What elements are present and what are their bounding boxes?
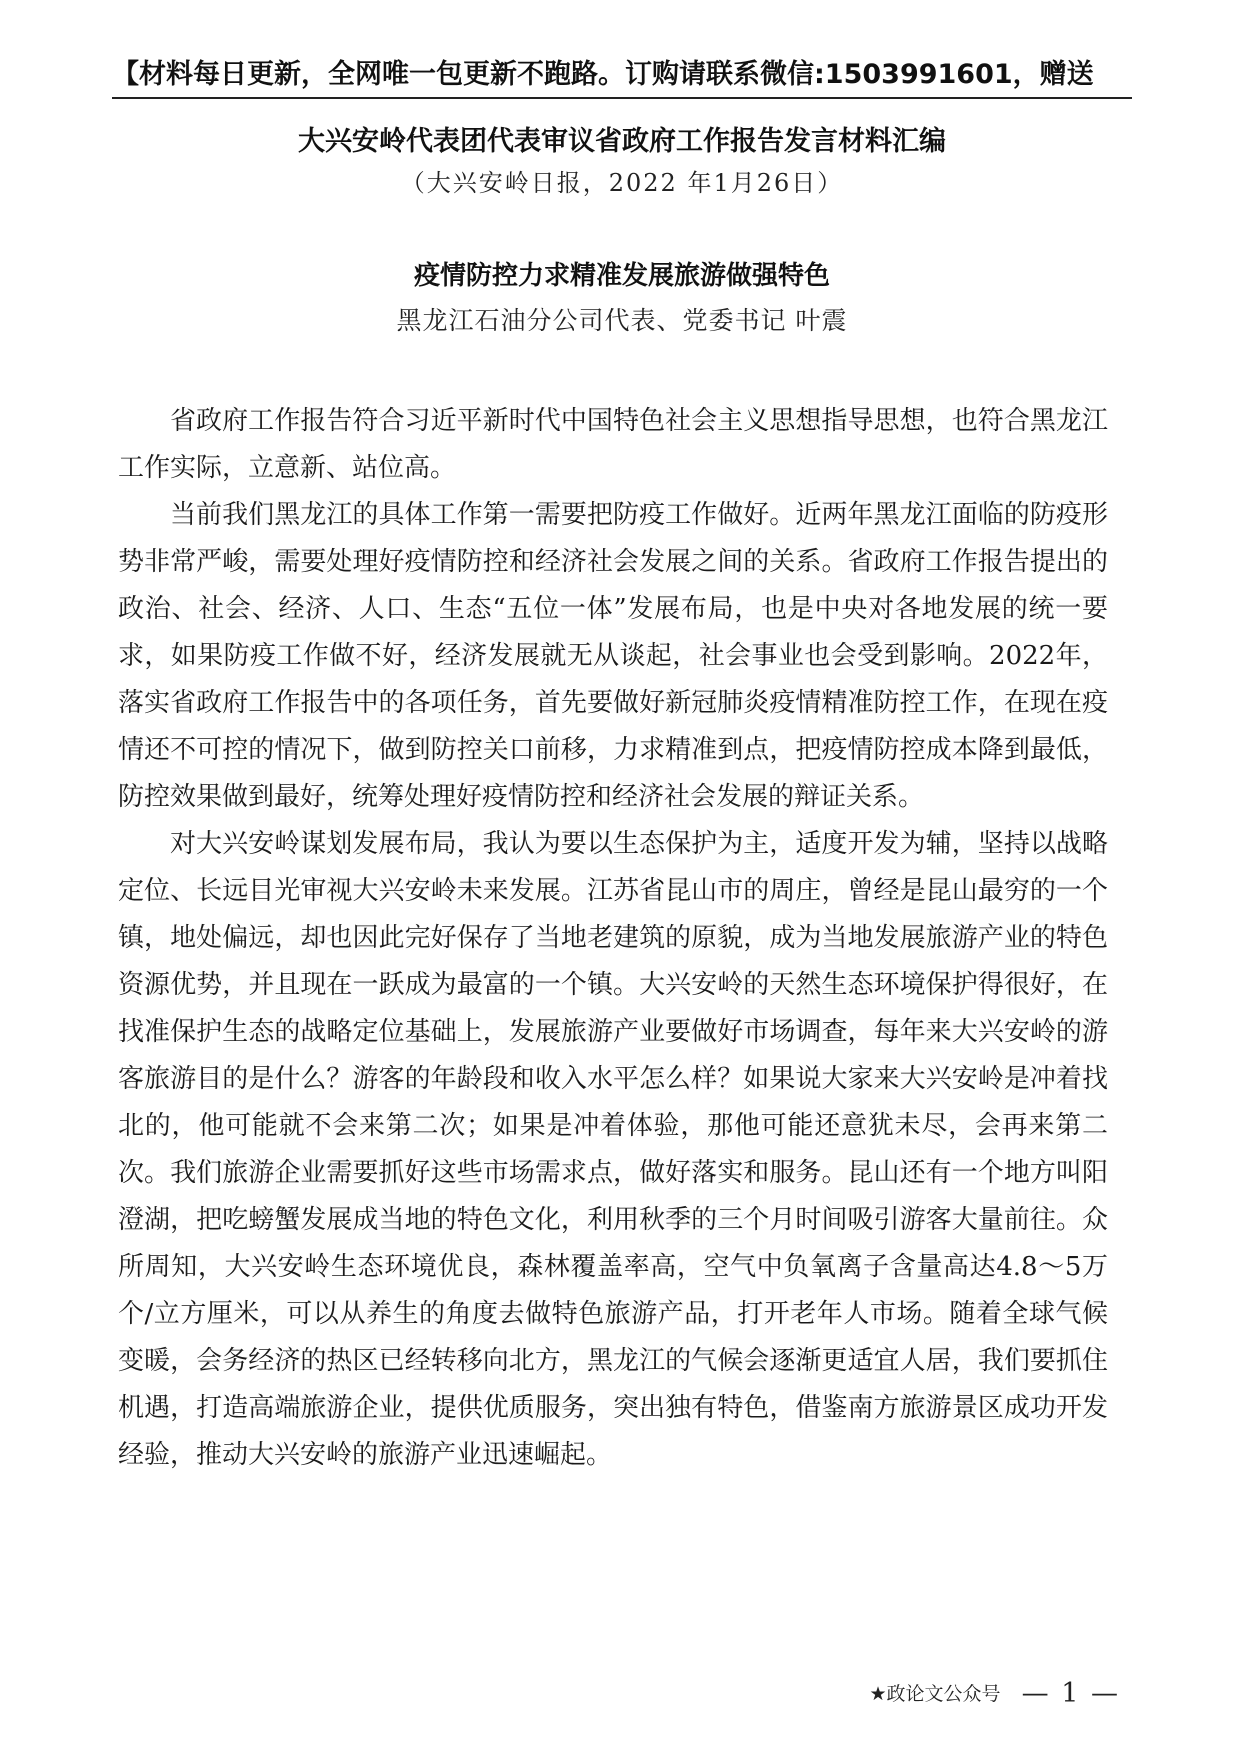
paragraph-2: 当前我们黑龙江的具体工作第一需要把防疫工作做好。近两年黑龙江面临的防疫形势非常严峻，需要处理好疫情防控和经济社会发展之间的关系。省政府工作报告提出的政治、社会、经济、人口、生态“五位一体”发展布局，也是中央对各地发展的统一要求，如果防疫工作做不好，经济发展就无从谈起，社会事业也会受到影响。2022年，落实省政府工作报告中的各项任务，首先要做好新冠肺炎疫情精准防控工作，在现在疫情还不可控的情况下，做到防控关口前移，力求精准到点，把疫情防控成本降到最低，防控效果做到最好，统筹处理好疫情防控和经济社会发展的辩证关系。 [118, 500, 1108, 812]
page-footer [700, 1674, 1120, 1714]
paragraph-3: 对大兴安岭谋划发展布局，我认为要以生态保护为主，适度开发为辅，坚持以战略定位、长远目光审视大兴安岭未来发展。江苏省昆山市的周庄，曾经是昆山最穷的一个镇，地处偏远，却也因此完好保存了当地老建筑的原貌，成为当地发展旅游产业的特色资源优势，并且现在一跃成为最富的一个镇。大兴安岭的天然生态环境保护得很好，在找准保护生态的战略定位基础上，发展旅游产业要做好市场调查，每年来大兴安岭的游客旅游目的是什么？游客的年龄段和收入水平怎么样？如果说大家来大兴安岭是冲着找北的，他可能就不会来第二次；如果是冲着体验，那他可能还意犹未尽，会再来第二次。我们旅游企业需要抓好这些市场需求点，做好落实和服务。昆山还有一个地方叫阳澄湖，把吃螃蟹发展成当地的特色文化，利用秋季的三个月时间吸引游客大量前往。众所周知，大兴安岭生态环境优良，森林覆盖率高，空气中负氧离子含量高达4.8～5万个/立方厘米，可以从养生的角度去做特色旅游产品，打开老年人市场。随着全球气候变暖，会务经济的热区已经转移向北方，黑龙江的气候会逐渐更适宜人居，我们要抓住机遇，打造高端旅游企业，提供优质服务，突出独有特色，借鉴南方旅游景区成功开发经验，推动大兴安岭的旅游产业迅速崛起。 [118, 829, 1108, 1470]
document-title: 大兴安岭代表团代表审议省政府工作报告发言材料汇编 [298, 126, 946, 157]
document-subtitle: （大兴安岭日报，2022 年1月26日） [400, 169, 844, 197]
paragraph-1: 省政府工作报告符合习近平新时代中国特色社会主义思想指导思想，也符合黑龙江工作实际，立意新、站位高。 [118, 406, 1108, 483]
footer-source: ★政论文公众号 [869, 1683, 1001, 1705]
article-byline: 黑龙江石油分公司代表、党委书记 叶震 [396, 306, 848, 335]
banner-divider [112, 97, 1132, 99]
promo-banner: 【材料每日更新，全网唯一包更新不跑路。订购请联系微信:1503991601，赠送 [112, 59, 1094, 90]
page-number: — 1 — [1021, 1678, 1120, 1709]
article-body [118, 398, 1108, 1479]
article-title: 疫情防控力求精准发展旅游做强特色 [413, 261, 830, 291]
